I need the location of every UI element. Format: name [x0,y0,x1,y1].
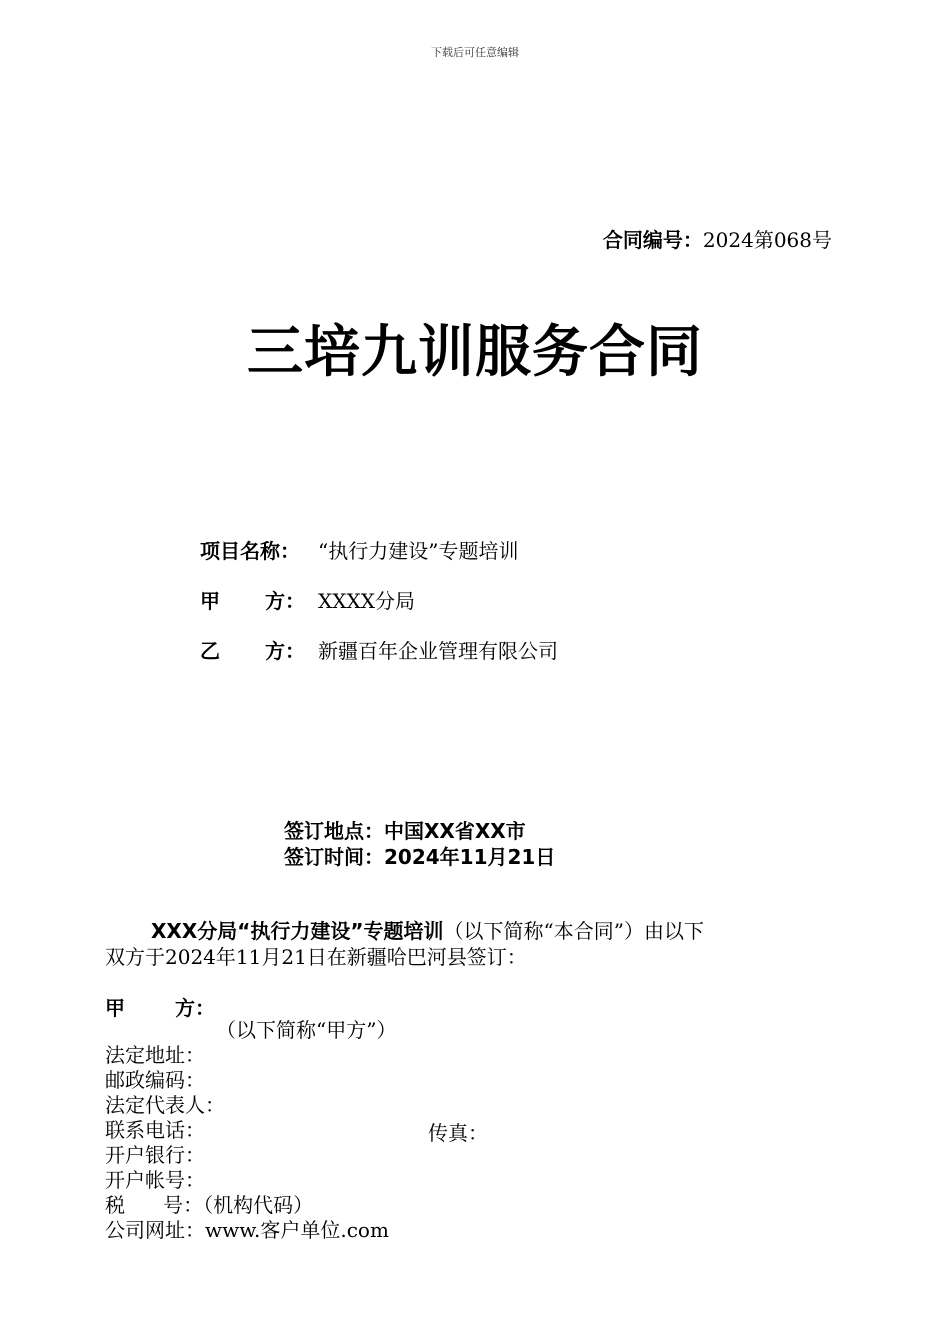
contract-number-value: 2024第068号 [702,228,832,252]
intro-line-2: 双方于2024年11月21日在新疆哈巴河县签订： [105,945,527,969]
party-a-representative: 法定代表人： [105,1093,225,1117]
page-title: 三培九训服务合同 [247,320,703,385]
info-project-label: 项目名称： [200,539,300,563]
info-party-a-label: 甲 方： [200,589,305,613]
signing-time: 签订时间：2024年11月21日 [284,845,556,869]
intro-rest: （以下简称“本合同”）由以下 [443,919,705,943]
party-a-heading-a: 甲 [105,996,125,1020]
party-a-phone: 联系电话： [105,1118,205,1142]
info-party-b-value: 新疆百年企业管理有限公司 [318,639,558,663]
info-party-b [200,635,558,664]
info-party-b-label: 乙 方： [200,639,305,663]
party-a-address: 法定地址： [105,1043,205,1067]
party-a-tax: 税 号：（机构代码） [105,1193,314,1217]
signing-place: 签订地点：中国XX省XX市 [284,819,526,843]
party-a-alias: （以下简称“甲方”） [216,1018,397,1042]
info-project [200,535,518,564]
intro-bold: XXX分局“执行力建设”专题培训 [151,919,444,943]
contract-number-label: 合同编号： [602,228,703,252]
party-a-heading-b: 方： [175,996,215,1020]
party-a-postcode: 邮政编码： [105,1068,205,1092]
party-a-fax: 传真： [428,1121,488,1145]
party-a-bank: 开户银行： [105,1143,205,1167]
contract-number [603,224,832,253]
info-project-value: “执行力建设”专题培训 [318,539,519,563]
info-party-a [200,585,415,614]
party-a-heading [105,992,215,1021]
party-a-website: 公司网址：www.客户单位.com [105,1218,389,1242]
party-a-account: 开户帐号： [105,1168,205,1192]
intro-paragraph [105,918,850,944]
header-note: 下载后可任意编辑 [431,46,519,59]
info-party-a-value: XXXX分局 [318,589,415,613]
